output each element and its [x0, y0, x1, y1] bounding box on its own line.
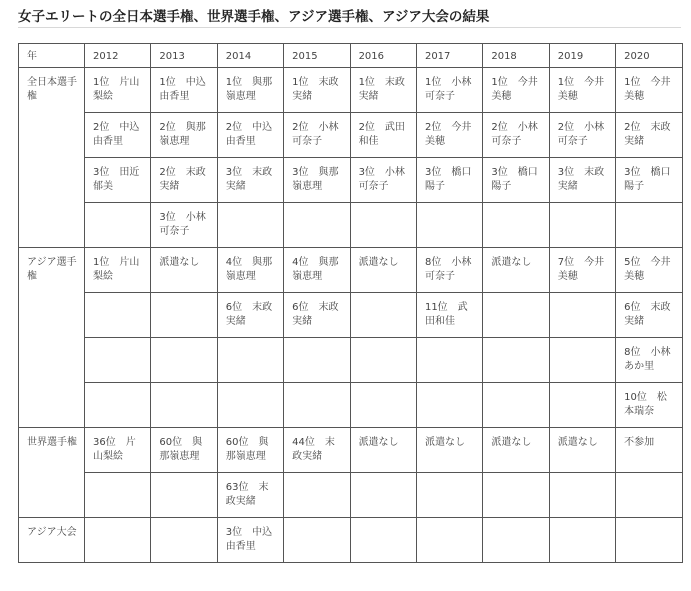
result-cell [483, 518, 549, 563]
result-cell [85, 293, 151, 338]
result-cell: 36位 片山梨絵 [85, 428, 151, 473]
table-row [19, 248, 683, 293]
result-cell [549, 383, 615, 428]
result-cell: 2位 今井美穂 [416, 113, 482, 158]
result-cell: 3位 橋口陽子 [483, 158, 549, 203]
result-cell: 2位 末政実緒 [616, 113, 682, 158]
section-label: 全日本選手権 [19, 68, 85, 248]
table-row [19, 203, 683, 248]
result-cell: 6位 末政実緒 [217, 293, 283, 338]
result-cell: 1位 與那嶺恵理 [217, 68, 283, 113]
result-cell [284, 203, 350, 248]
result-cell: 1位 今井美穂 [616, 68, 682, 113]
result-cell: 派遣なし [151, 248, 217, 293]
result-cell: 2位 小林可奈子 [483, 113, 549, 158]
result-cell [483, 338, 549, 383]
result-cell: 2位 與那嶺恵理 [151, 113, 217, 158]
section-label: 世界選手権 [19, 428, 85, 518]
result-cell [284, 518, 350, 563]
result-cell: 3位 橋口陽子 [616, 158, 682, 203]
result-cell [483, 203, 549, 248]
table-row [19, 338, 683, 383]
result-cell: 60位 與那嶺恵理 [217, 428, 283, 473]
result-cell: 2位 小林可奈子 [284, 113, 350, 158]
result-cell: 2位 中込由香里 [217, 113, 283, 158]
result-cell: 5位 今井美穂 [616, 248, 682, 293]
table-row [19, 158, 683, 203]
result-cell: 派遣なし [483, 248, 549, 293]
year-header-cell: 2012 [85, 44, 151, 68]
result-cell [416, 338, 482, 383]
result-cell [416, 203, 482, 248]
year-header-cell: 2019 [549, 44, 615, 68]
table-row [19, 518, 683, 563]
year-header-cell: 2015 [284, 44, 350, 68]
result-cell [151, 383, 217, 428]
result-cell [350, 473, 416, 518]
result-cell [549, 338, 615, 383]
result-cell [151, 338, 217, 383]
year-header-cell: 2014 [217, 44, 283, 68]
result-cell: 3位 小林可奈子 [151, 203, 217, 248]
result-cell: 3位 末政実緒 [217, 158, 283, 203]
result-cell [549, 203, 615, 248]
result-cell [151, 518, 217, 563]
result-cell: 3位 中込由香里 [217, 518, 283, 563]
year-header-cell: 2016 [350, 44, 416, 68]
result-cell [350, 203, 416, 248]
result-cell [483, 383, 549, 428]
page-title: 女子エリートの全日本選手権、世界選手権、アジア選手権、アジア大会の結果 [18, 9, 490, 25]
result-cell: 3位 橋口陽子 [416, 158, 482, 203]
title-divider [18, 27, 681, 28]
result-cell [549, 473, 615, 518]
result-cell: 派遣なし [350, 428, 416, 473]
result-cell [549, 293, 615, 338]
result-cell: 2位 武田和佳 [350, 113, 416, 158]
result-cell [483, 473, 549, 518]
result-cell [85, 383, 151, 428]
result-cell [85, 203, 151, 248]
results-table-body [19, 44, 683, 563]
result-cell: 8位 小林あか里 [616, 338, 682, 383]
result-cell: 2位 末政実緒 [151, 158, 217, 203]
year-header-cell: 2018 [483, 44, 549, 68]
result-cell [416, 518, 482, 563]
result-cell [151, 293, 217, 338]
result-cell [616, 473, 682, 518]
result-cell [416, 383, 482, 428]
result-cell: 3位 末政実緒 [549, 158, 615, 203]
header-row [19, 44, 683, 68]
year-header-label: 年 [19, 44, 85, 68]
result-cell: 63位 末政実緒 [217, 473, 283, 518]
result-cell: 1位 末政実緒 [284, 68, 350, 113]
result-cell: 2位 小林可奈子 [549, 113, 615, 158]
year-header-cell: 2013 [151, 44, 217, 68]
result-cell [217, 383, 283, 428]
result-cell: 60位 與那嶺恵理 [151, 428, 217, 473]
table-row [19, 68, 683, 113]
table-row [19, 293, 683, 338]
table-row [19, 473, 683, 518]
result-cell: 1位 中込由香里 [151, 68, 217, 113]
result-cell: 派遣なし [416, 428, 482, 473]
result-cell: 派遣なし [549, 428, 615, 473]
result-cell [217, 338, 283, 383]
results-table [18, 43, 683, 563]
result-cell: 44位 末政実緒 [284, 428, 350, 473]
section-label: アジア選手権 [19, 248, 85, 428]
result-cell: 6位 末政実緒 [284, 293, 350, 338]
result-cell: 1位 片山梨絵 [85, 68, 151, 113]
result-cell [483, 293, 549, 338]
result-cell [85, 338, 151, 383]
result-cell [350, 518, 416, 563]
result-cell: 3位 小林可奈子 [350, 158, 416, 203]
result-cell: 4位 與那嶺恵理 [284, 248, 350, 293]
result-cell [350, 383, 416, 428]
result-cell [549, 518, 615, 563]
year-header-cell: 2020 [616, 44, 682, 68]
result-cell: 7位 今井美穂 [549, 248, 615, 293]
result-cell: 1位 今井美穂 [483, 68, 549, 113]
result-cell: 3位 與那嶺恵理 [284, 158, 350, 203]
result-cell [151, 473, 217, 518]
result-cell [85, 473, 151, 518]
result-cell [284, 383, 350, 428]
result-cell: 1位 小林可奈子 [416, 68, 482, 113]
result-cell: 10位 松本瑞奈 [616, 383, 682, 428]
result-cell: 1位 今井美穂 [549, 68, 615, 113]
section-label: アジア大会 [19, 518, 85, 563]
result-cell: 不参加 [616, 428, 682, 473]
result-cell: 派遣なし [483, 428, 549, 473]
result-cell [416, 473, 482, 518]
result-cell [616, 518, 682, 563]
result-cell [217, 203, 283, 248]
result-cell: 4位 與那嶺恵理 [217, 248, 283, 293]
result-cell [616, 203, 682, 248]
result-cell [284, 338, 350, 383]
table-row [19, 383, 683, 428]
result-cell: 1位 末政実緒 [350, 68, 416, 113]
result-cell: 6位 末政実緒 [616, 293, 682, 338]
result-cell [350, 338, 416, 383]
table-row [19, 113, 683, 158]
result-cell [85, 518, 151, 563]
year-header-cell: 2017 [416, 44, 482, 68]
result-cell: 2位 中込由香里 [85, 113, 151, 158]
result-cell: 3位 田近郁美 [85, 158, 151, 203]
result-cell: 派遣なし [350, 248, 416, 293]
result-cell: 11位 武田和佳 [416, 293, 482, 338]
result-cell: 8位 小林可奈子 [416, 248, 482, 293]
result-cell [284, 473, 350, 518]
result-cell [350, 293, 416, 338]
table-row [19, 428, 683, 473]
result-cell: 1位 片山梨絵 [85, 248, 151, 293]
